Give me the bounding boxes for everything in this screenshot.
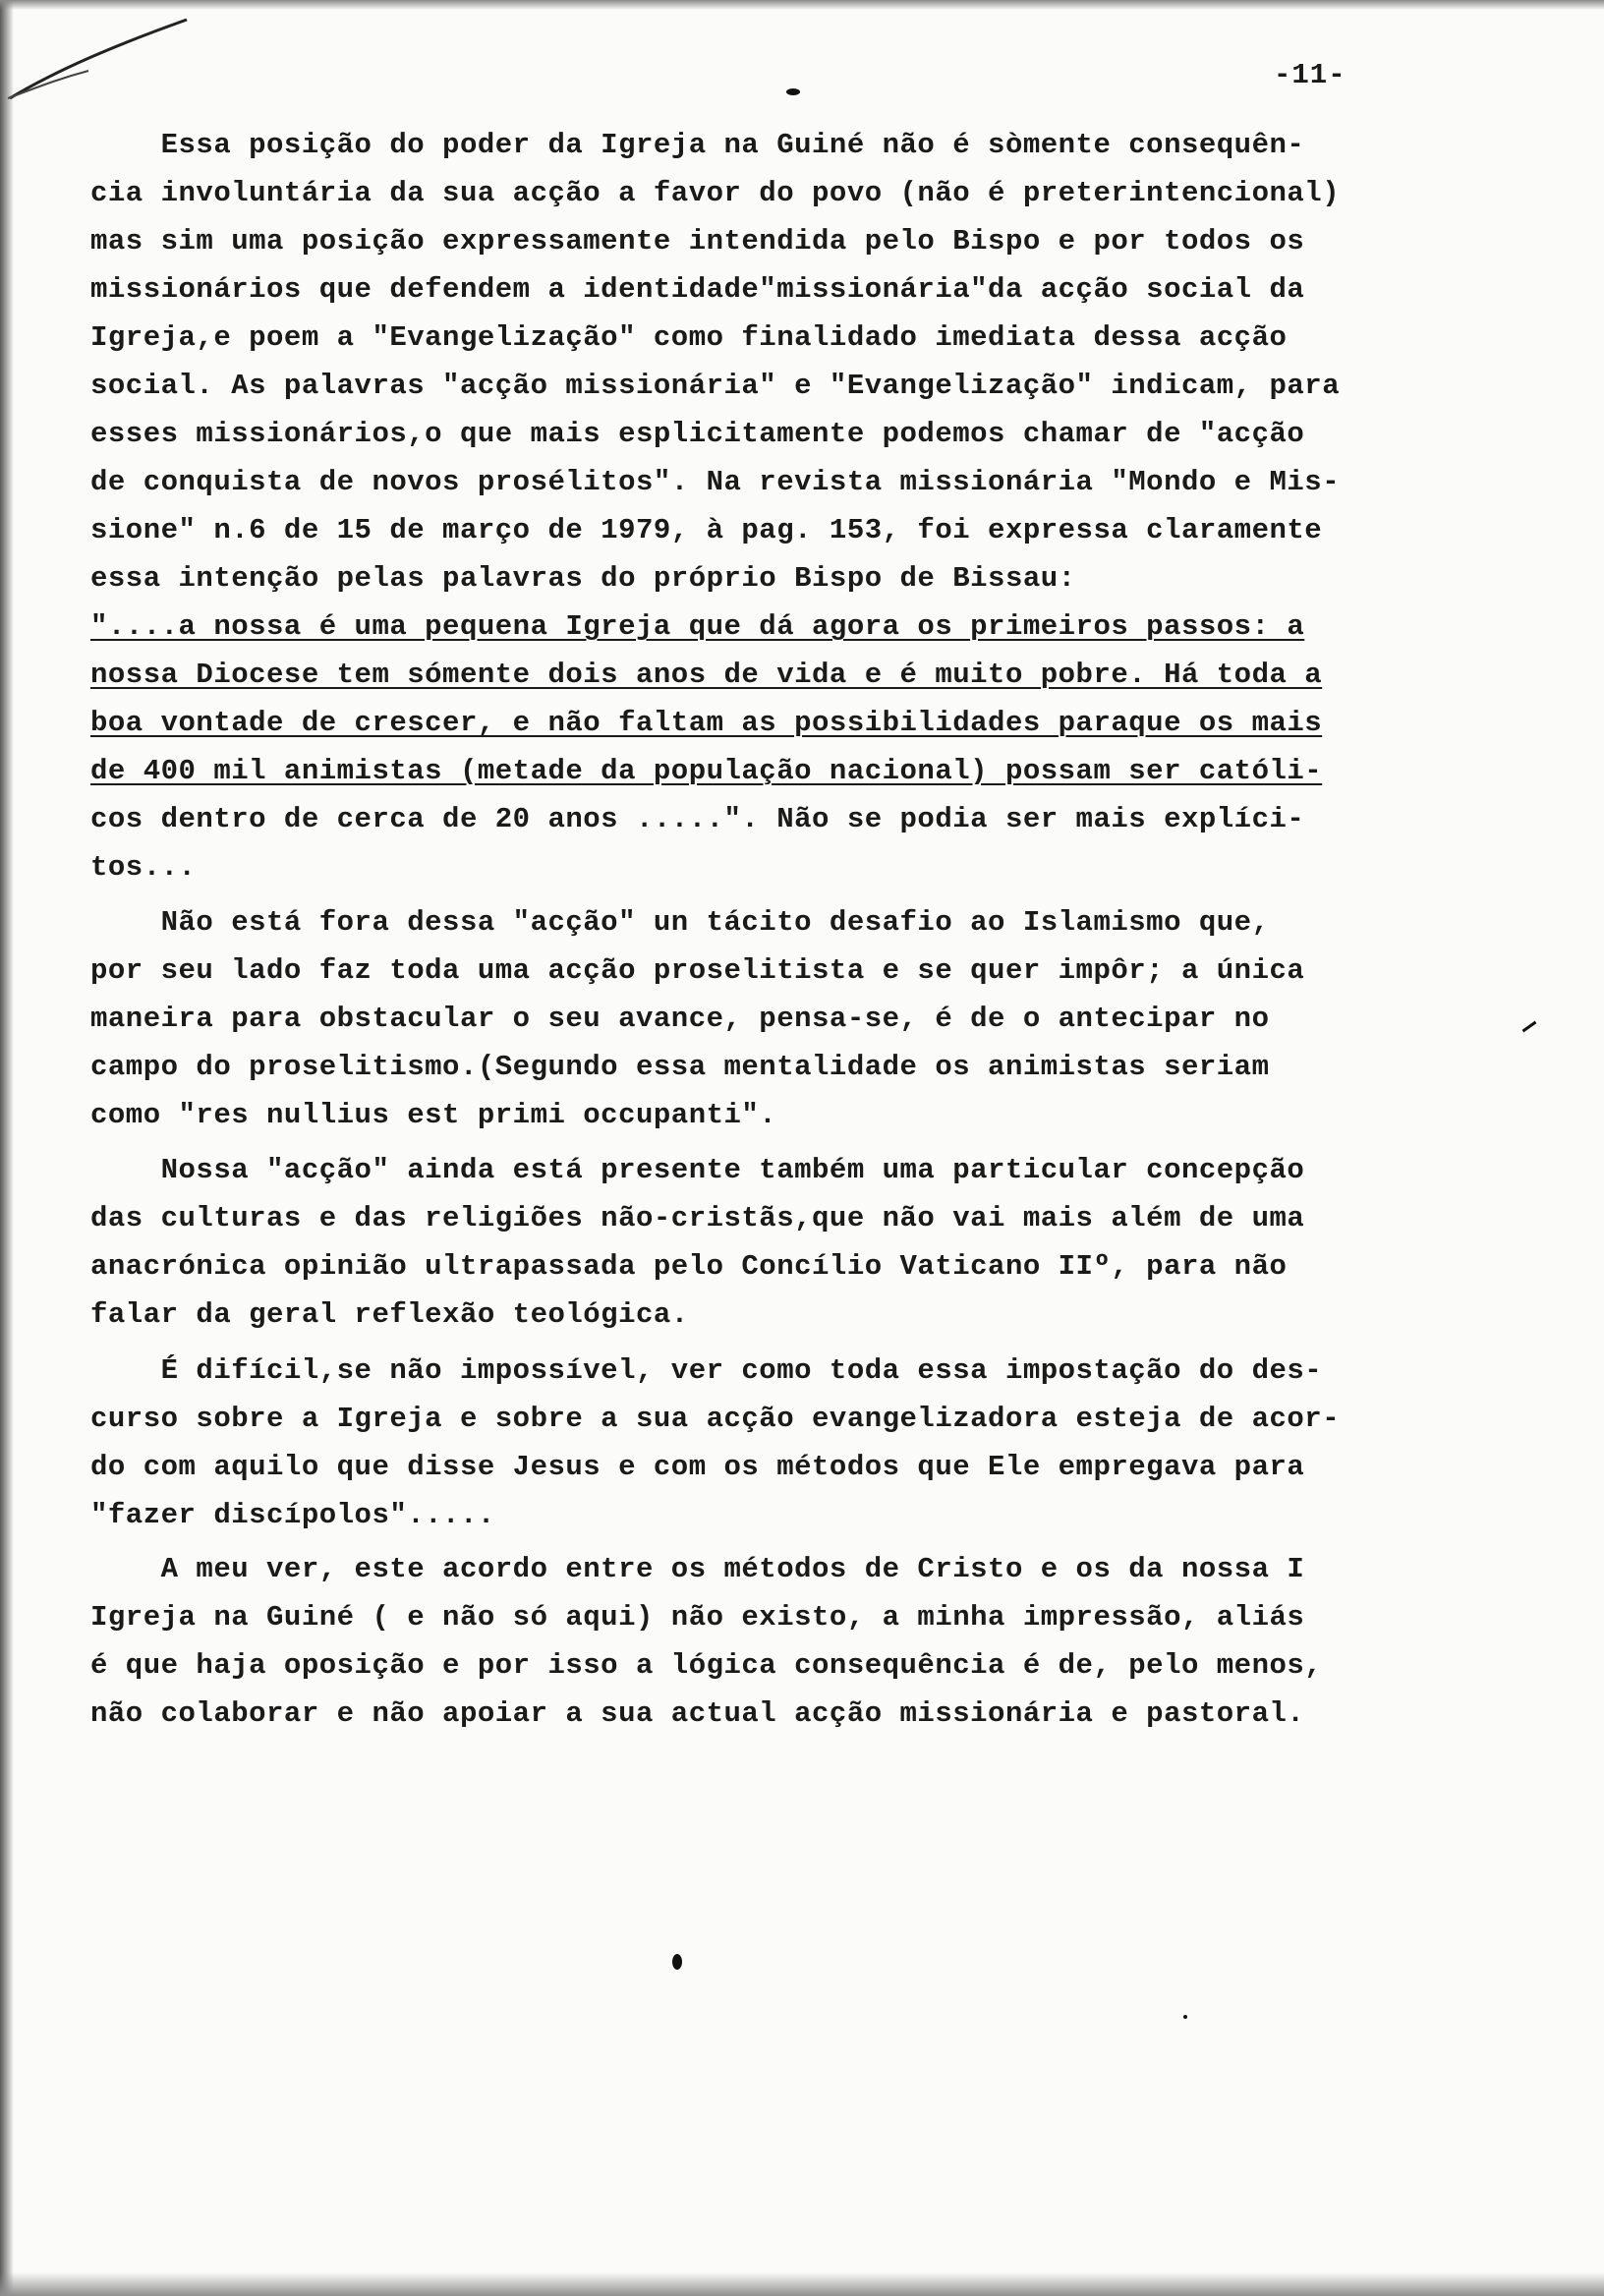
text-line: como "res nullius est primi occupanti".: [90, 1099, 777, 1131]
text-line: campo do proselitismo.(Segundo essa mentalidade os animistas seriam: [90, 1051, 1270, 1083]
page-number: -11-: [1274, 59, 1346, 91]
quoted-text-line: cos dentro de cerca de 20 anos .....". Não se podia ser mais explíci-: [90, 803, 1305, 835]
text-line: Não está fora dessa "acção" un tácito desafio ao Islamismo que,: [90, 906, 1270, 939]
text-line: Essa posição do poder da Igreja na Guiné não é sòmente consequên-: [90, 129, 1305, 161]
text-line: missionários que defendem a identidade"missionária"da acção social da: [90, 273, 1305, 306]
text-line: curso sobre a Igreja e sobre a sua acção evangelizadora esteja de acor-: [90, 1403, 1341, 1435]
text-line: Igreja,e poem a "Evangelização" como finalidado imediata dessa acção: [90, 321, 1288, 354]
scan-left-edge: [0, 0, 14, 2296]
quoted-text-line: nossa Diocese tem sómente dois anos de vida e é muito pobre. Há toda a: [90, 659, 1323, 691]
text-line: falar da geral reflexão teológica.: [90, 1298, 689, 1331]
text-line: Igreja na Guiné ( e não só aqui) não existo, a minha impressão, aliás: [90, 1601, 1305, 1634]
ink-speck: [1522, 1021, 1537, 1033]
text-line: mas sim uma posição expressamente intendida pelo Bispo e por todos os: [90, 225, 1305, 258]
text-line: do com aquilo que disse Jesus e com os métodos que Ele empregava para: [90, 1451, 1305, 1483]
text-line: cia involuntária da sua acção a favor do povo (não é preterintencional): [90, 177, 1341, 209]
quoted-text-line: de 400 mil animistas (metade da população nacional) possam ser católi-: [90, 755, 1323, 787]
text-line: essa intenção pelas palavras do próprio Bispo de Bissau:: [90, 562, 1076, 595]
ink-speck: [1183, 2015, 1187, 2019]
text-line: anacrónica opinião ultrapassada pelo Concílio Vaticano IIº, para não: [90, 1250, 1288, 1283]
text-line: esses missionários,o que mais esplicitamente podemos chamar de "acção: [90, 418, 1305, 450]
text-line: não colaborar e não apoiar a sua actual acção missionária e pastoral.: [90, 1697, 1305, 1730]
ink-speck: [672, 1954, 682, 1970]
text-line: de conquista de novos prosélitos". Na revista missionária "Mondo e Mis-: [90, 466, 1341, 498]
text-line: "fazer discípolos".....: [90, 1499, 495, 1531]
text-line: tos...: [90, 851, 197, 884]
text-line: social. As palavras "acção missionária" e "Evangelização" indicam, para: [90, 370, 1341, 402]
text-line: das culturas e das religiões não-cristãs,que não vai mais além de uma: [90, 1202, 1305, 1234]
text-line: por seu lado faz toda uma acção proselitista e se quer impôr; a única: [90, 954, 1305, 987]
text-line: Nossa "acção" ainda está presente também uma particular concepção: [90, 1154, 1305, 1186]
text-line: É difícil,se não impossível, ver como toda essa impostação do des-: [90, 1354, 1323, 1387]
corner-scribble-mark: [0, 0, 197, 108]
text-line: sione" n.6 de 15 de março de 1979, à pag. 153, foi expressa claramente: [90, 514, 1323, 546]
text-line: A meu ver, este acordo entre os métodos de Cristo e os da nossa I: [90, 1553, 1305, 1585]
scan-bottom-edge: [0, 2272, 1604, 2296]
ink-speck: [786, 88, 800, 95]
text-line: é que haja oposição e por isso a lógica consequência é de, pelo menos,: [90, 1649, 1323, 1682]
quoted-text-line: boa vontade de crescer, e não faltam as possibilidades paraque os mais: [90, 707, 1323, 739]
text-line: maneira para obstacular o seu avance, pensa-se, é de o antecipar no: [90, 1003, 1270, 1035]
scan-top-edge: [0, 0, 1604, 10]
quoted-text-line: "....a nossa é uma pequena Igreja que dá agora os primeiros passos: a: [90, 610, 1305, 643]
